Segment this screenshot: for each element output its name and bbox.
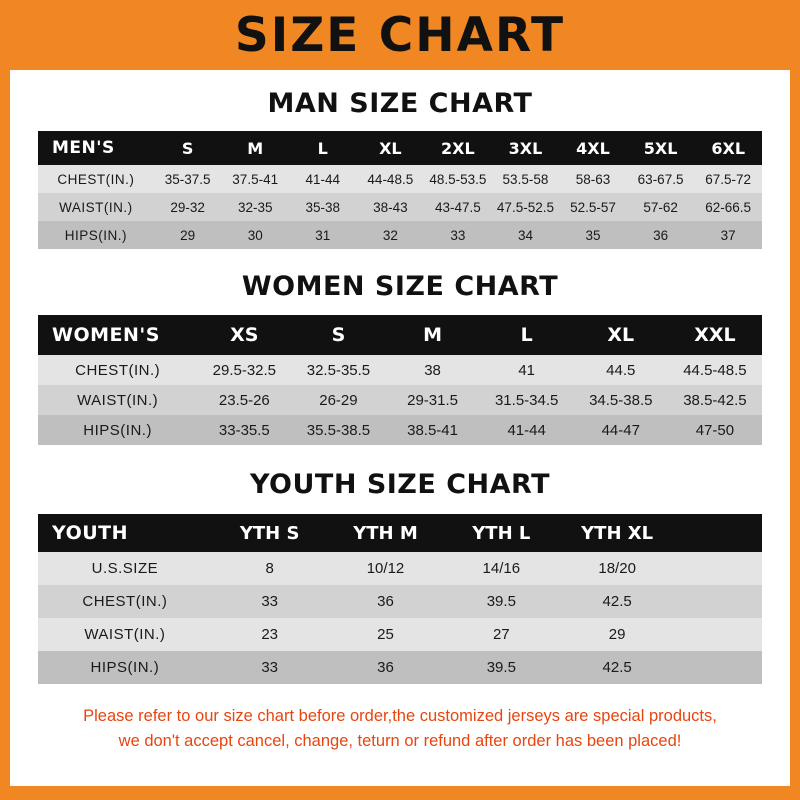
- column-header: 2XL: [441, 138, 475, 158]
- table-cell: 23.5-26: [218, 391, 270, 409]
- table-cell: 23: [261, 626, 278, 643]
- table-row: [38, 165, 762, 193]
- row-label: U.S.SIZE: [91, 560, 159, 577]
- table-cell: 53.5-58: [502, 171, 549, 187]
- man-size-table: [38, 131, 762, 249]
- table-cell: 63-67.5: [637, 171, 684, 187]
- table-cell: 44-48.5: [367, 171, 414, 187]
- table-cell: 43-47.5: [434, 199, 481, 215]
- column-header: L: [317, 138, 328, 158]
- table-cell-spacer: [675, 552, 762, 585]
- table-cell: 31.5-34.5: [494, 391, 559, 409]
- row-label: WAIST(IN.): [77, 391, 159, 409]
- table-cell: 29: [180, 227, 196, 243]
- footer-bar: [10, 786, 790, 800]
- table-cell: 35: [585, 227, 601, 243]
- table-cell: 38: [424, 361, 441, 379]
- youth-size-table: [38, 514, 762, 684]
- column-header: L: [520, 324, 533, 346]
- footer-note: [38, 704, 762, 754]
- table-cell: 42.5: [602, 659, 632, 676]
- table-cell: 30: [247, 227, 263, 243]
- table-cell: 29: [608, 626, 626, 643]
- table-cell: 42.5: [602, 593, 632, 610]
- table-cell: 44.5: [606, 361, 636, 379]
- column-header: 5XL: [643, 138, 678, 158]
- table-cell: 32: [382, 227, 398, 243]
- row-label: WAIST(IN.): [59, 199, 133, 215]
- table-cell: 41: [518, 361, 535, 379]
- row-label: HIPS(IN.): [83, 421, 152, 439]
- content: [10, 88, 790, 754]
- table-cell: 41-44: [305, 171, 341, 187]
- table-cell: 39.5: [486, 659, 516, 676]
- column-header: YTH XL: [581, 522, 654, 544]
- table-cell-spacer: [675, 651, 762, 684]
- footer-note-line-2: we don't accept cancel, change, teturn or refund after order has been placed!: [118, 731, 682, 750]
- footer-note-line-1: Please refer to our size chart before order,the customized jerseys are special products,: [83, 707, 717, 725]
- table-row: [38, 355, 762, 385]
- page-title: SIZE CHART: [234, 7, 566, 63]
- column-header: XL: [607, 324, 635, 346]
- table-cell: 47.5-52.5: [496, 199, 554, 215]
- table-cell: 67.5-72: [705, 171, 752, 187]
- table-cell: 32-35: [237, 199, 273, 215]
- column-header: YTH L: [472, 522, 531, 544]
- table-row: [38, 618, 762, 651]
- column-header: M: [423, 324, 443, 346]
- row-label: HIPS(IN.): [90, 659, 160, 676]
- column-header: WOMEN'S: [52, 324, 160, 346]
- table-cell: 35-37.5: [164, 171, 211, 187]
- table-cell: 39.5: [486, 593, 516, 610]
- women-size-table: [38, 315, 762, 445]
- table-cell: 44-47: [601, 421, 640, 439]
- table-cell: 33: [261, 659, 278, 676]
- man-section-title: MAN SIZE CHART: [267, 88, 533, 119]
- column-header-spacer: [675, 514, 762, 552]
- table-cell: 36: [377, 659, 394, 676]
- row-label: CHEST(IN.): [82, 593, 168, 610]
- column-header: YTH M: [353, 522, 418, 544]
- youth-table-body: [38, 514, 762, 684]
- table-cell: 37.5-41: [232, 171, 279, 187]
- column-header: 6XL: [711, 138, 746, 158]
- table-cell: 29.5-32.5: [212, 361, 277, 379]
- table-cell: 52.5-57: [570, 199, 616, 215]
- table-row: [38, 221, 762, 249]
- table-cell: 48.5-53.5: [429, 171, 487, 187]
- table-cell: 34.5-38.5: [589, 391, 653, 409]
- table-row: [38, 552, 762, 585]
- table-cell: 38-43: [373, 199, 408, 215]
- table-cell: 26-29: [319, 391, 358, 409]
- row-label: WAIST(IN.): [84, 626, 166, 643]
- table-cell: 29-32: [170, 199, 205, 215]
- table-row: [38, 415, 762, 445]
- column-header: XS: [230, 324, 259, 346]
- table-cell-spacer: [675, 585, 762, 618]
- table-cell: 36: [377, 593, 394, 610]
- table-cell: 33: [261, 593, 278, 610]
- table-cell: 57-62: [643, 199, 678, 215]
- table-cell: 37: [720, 227, 736, 243]
- table-cell: 33: [450, 227, 466, 243]
- table-cell: 18/20: [598, 560, 636, 577]
- table-row: [38, 193, 762, 221]
- table-row: [38, 585, 762, 618]
- table-cell: 41-44: [507, 421, 546, 439]
- table-cell: 27: [492, 626, 510, 643]
- table-cell: 35-38: [305, 199, 341, 215]
- row-label: HIPS(IN.): [64, 227, 128, 243]
- banner: [0, 0, 800, 70]
- column-header: 4XL: [576, 138, 610, 158]
- column-header: MEN'S: [52, 138, 115, 158]
- table-cell: 47-50: [695, 421, 735, 439]
- table-cell: 38.5-41: [407, 421, 458, 439]
- table-cell: 35.5-38.5: [306, 421, 371, 439]
- table-cell: 10/12: [366, 560, 405, 577]
- table-cell: 34: [517, 227, 533, 243]
- column-header: S: [181, 138, 194, 158]
- youth-section-title: YOUTH SIZE CHART: [249, 469, 551, 500]
- table-cell: 38.5-42.5: [683, 391, 747, 409]
- table-cell: 36: [653, 227, 669, 243]
- table-cell: 62-66.5: [705, 199, 752, 215]
- column-header: 3XL: [508, 138, 543, 158]
- column-header: S: [331, 324, 346, 346]
- women-table-body: [38, 315, 762, 445]
- column-header: YOUTH: [52, 522, 129, 544]
- column-header: YTH S: [239, 522, 300, 544]
- table-header-row: [38, 131, 762, 165]
- table-cell: 31: [315, 227, 331, 243]
- row-label: CHEST(IN.): [57, 171, 135, 187]
- table-cell-spacer: [675, 618, 762, 651]
- table-cell: 29-31.5: [407, 391, 458, 409]
- table-cell: 32.5-35.5: [306, 361, 371, 379]
- man-table-body: [38, 131, 762, 249]
- column-header: XL: [379, 138, 402, 158]
- column-header: M: [247, 138, 264, 158]
- table-header-row: [38, 315, 762, 355]
- table-cell: 58-63: [575, 171, 611, 187]
- table-cell: 14/16: [482, 560, 521, 577]
- table-row: [38, 651, 762, 684]
- table-row: [38, 385, 762, 415]
- women-section-title: WOMEN SIZE CHART: [241, 271, 559, 302]
- row-label: CHEST(IN.): [75, 361, 161, 379]
- table-cell: 25: [377, 626, 394, 643]
- table-cell: 33-35.5: [218, 421, 270, 439]
- table-header-row: [38, 514, 762, 552]
- table-cell: 8: [265, 560, 274, 577]
- column-header: XXL: [694, 324, 736, 346]
- table-cell: 44.5-48.5: [683, 361, 747, 379]
